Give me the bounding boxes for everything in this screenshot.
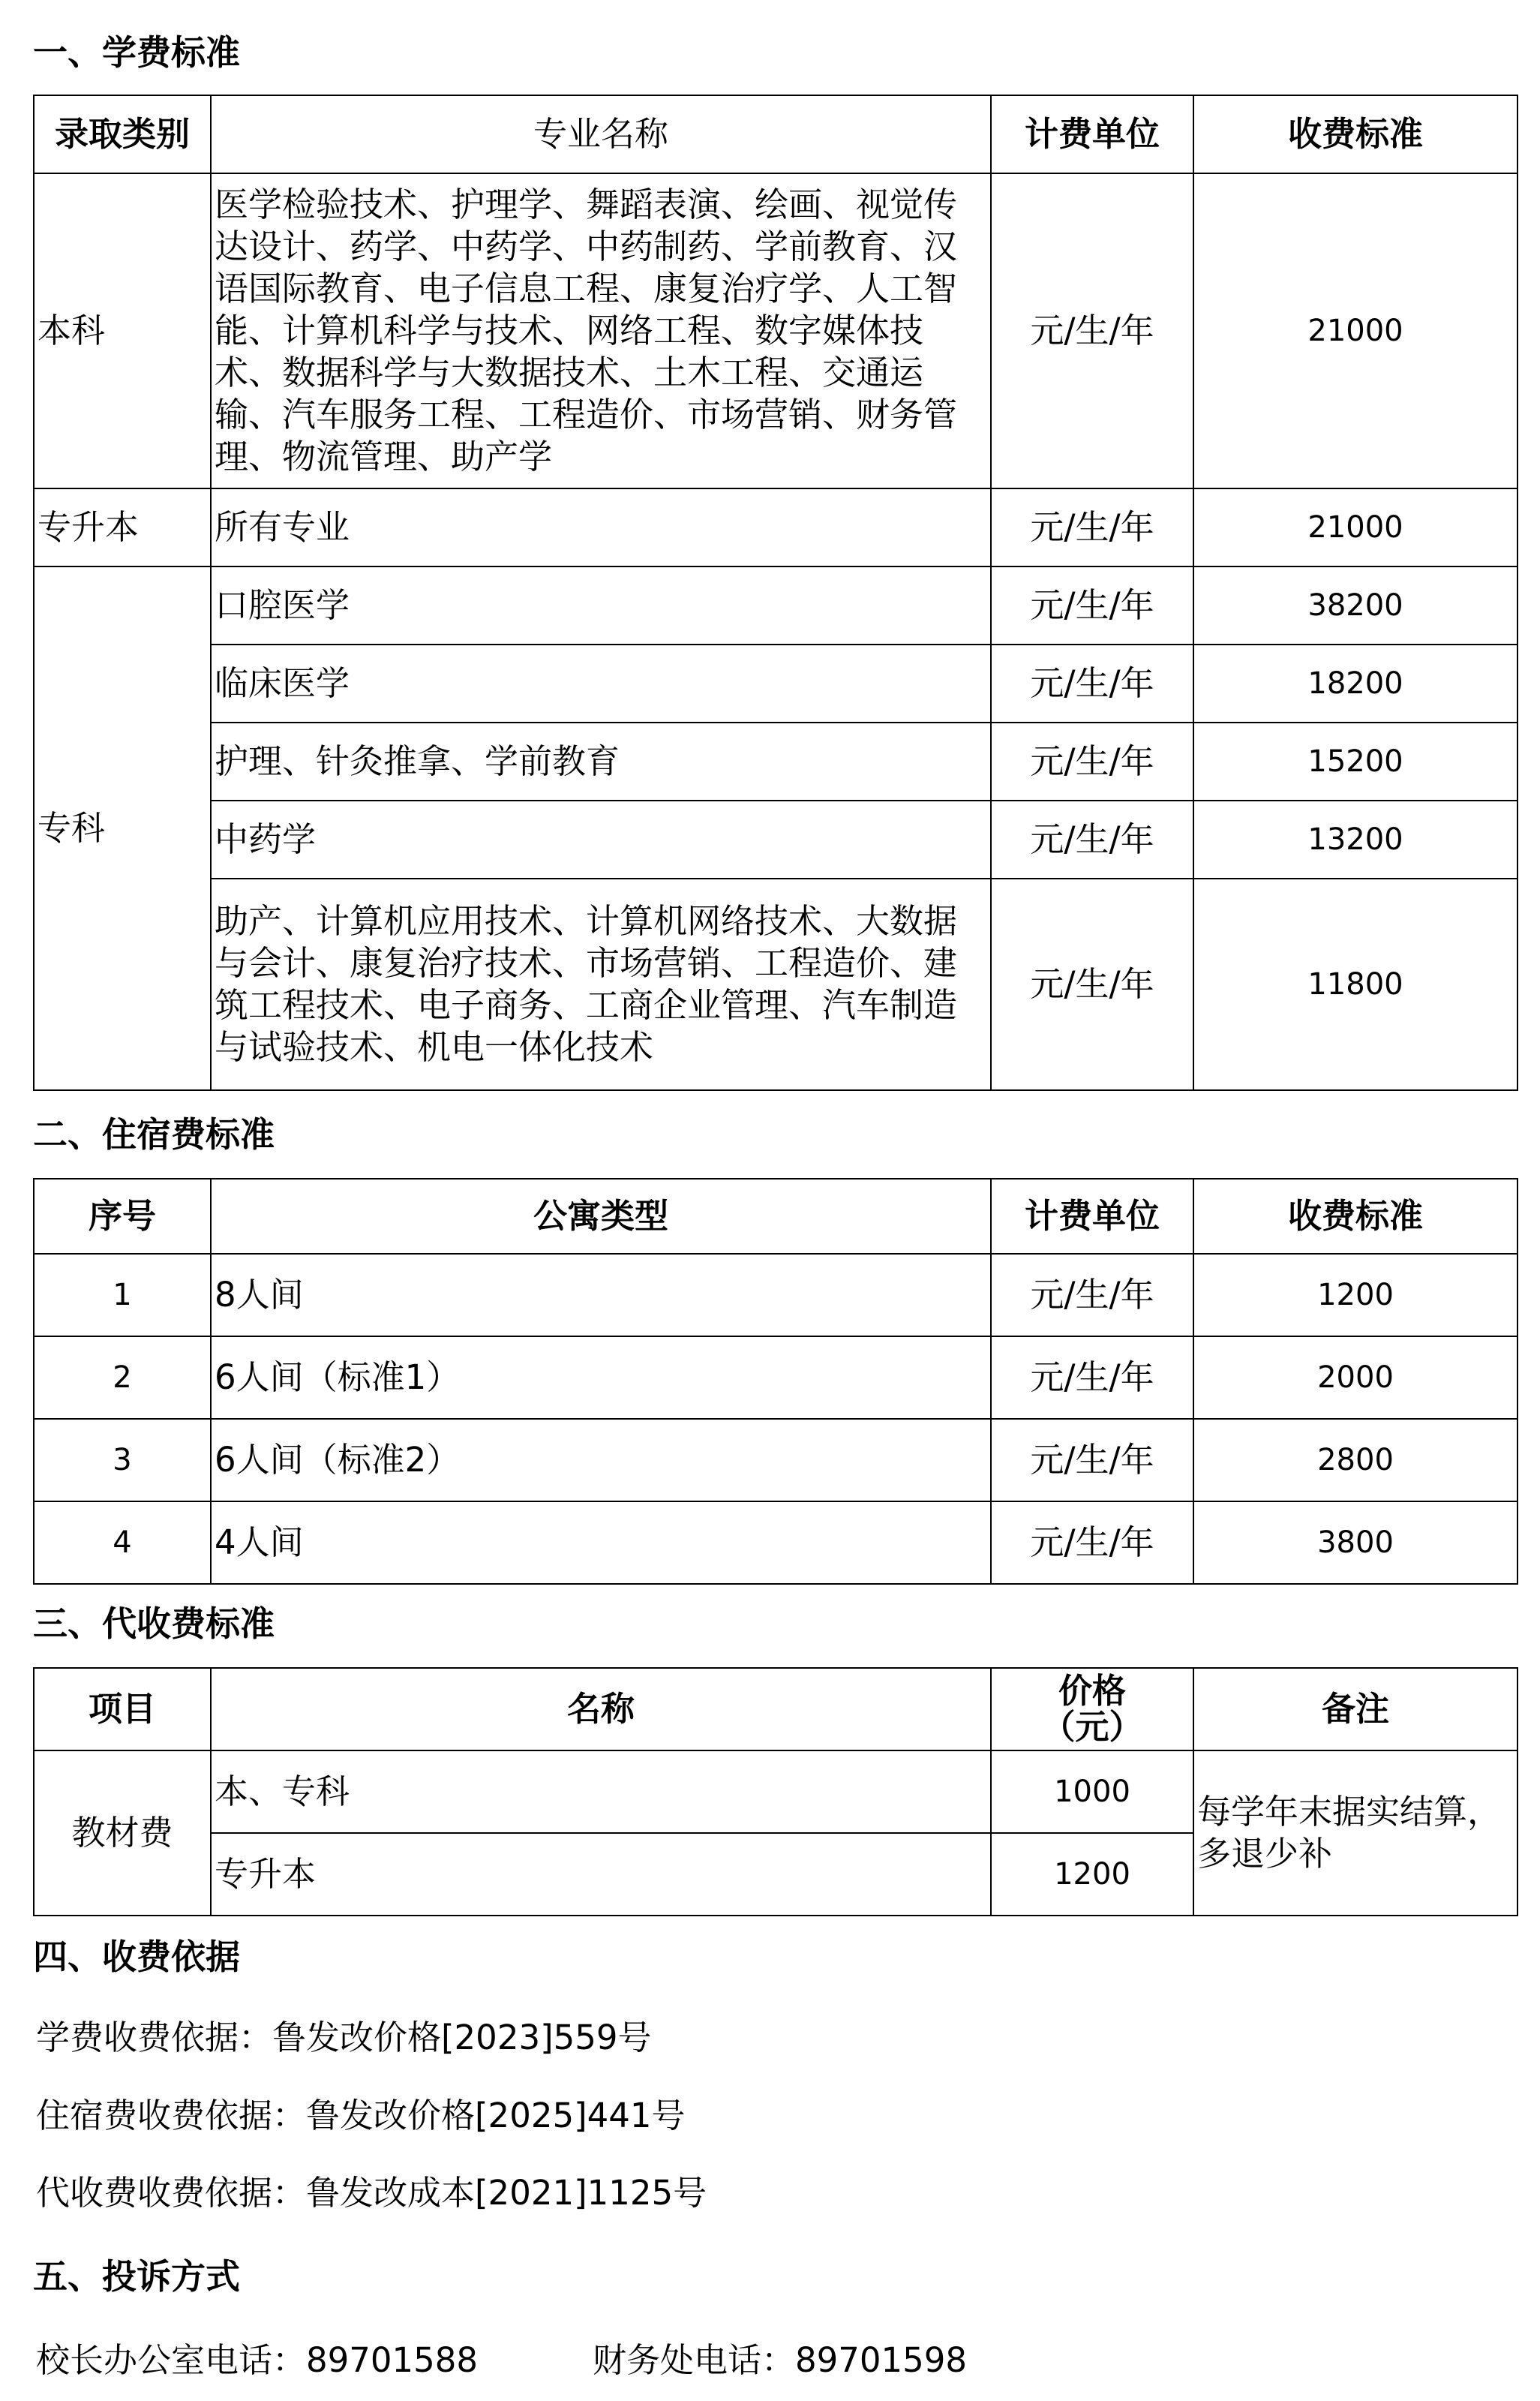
fee-cell: 3800 [1193, 1501, 1517, 1584]
table-row [34, 645, 1517, 723]
fee-cell: 1200 [1193, 1254, 1517, 1336]
section2-title: 二、住宿费标准 [33, 1114, 275, 1155]
no-cell: 3 [34, 1419, 211, 1501]
fee-cell: 2800 [1193, 1419, 1517, 1501]
header-remark: 备注 [1193, 1668, 1517, 1750]
table-row [34, 801, 1517, 879]
category-cell: 专科 [34, 566, 211, 1090]
section5-title: 五、投诉方式 [33, 2256, 240, 2297]
item-cell: 教材费 [34, 1750, 211, 1916]
unit-cell: 元/生/年 [991, 801, 1193, 879]
remark-cell: 每学年末据实结算，多退少补 [1193, 1750, 1517, 1916]
fee-cell: 38200 [1193, 566, 1517, 645]
no-cell: 1 [34, 1254, 211, 1336]
section3-title: 三、代收费标准 [33, 1603, 275, 1644]
unit-cell: 元/生/年 [991, 1419, 1193, 1501]
table-row [34, 1750, 1517, 1833]
header-item: 项目 [34, 1668, 211, 1750]
unit-cell: 元/生/年 [991, 723, 1193, 801]
major-cell: 所有专业 [211, 488, 991, 566]
header-price: 价格（元） [991, 1668, 1193, 1750]
tuition-basis: 学费收费依据：鲁发改价格[2023]559号 [36, 2018, 652, 2057]
major-cell: 医学检验技术、护理学、舞蹈表演、绘画、视觉传达设计、药学、中药学、中药制药、学前教育、汉语国际教育、电子信息工程、康复治疗学、人工智能、计算机科学与技术、网络工程、数字媒体技术、数据科学与大数据技术、土木工程、交通运输、汽车服务工程、工程造价、市场营销、财务管理、物流管理、助产学 [211, 173, 991, 488]
major-cell: 临床医学 [211, 645, 991, 723]
dormitory-table [33, 1178, 1518, 1585]
type-cell: 4人间 [211, 1501, 991, 1584]
table-row [34, 488, 1517, 566]
category-cell: 本科 [34, 173, 211, 488]
table-row [34, 1336, 1517, 1419]
unit-cell: 元/生/年 [991, 1336, 1193, 1419]
fee-cell: 2000 [1193, 1336, 1517, 1419]
price-cell: 1200 [991, 1833, 1193, 1916]
table-row [34, 723, 1517, 801]
header-name: 名称 [211, 1668, 991, 1750]
unit-cell: 元/生/年 [991, 566, 1193, 645]
fee-cell: 18200 [1193, 645, 1517, 723]
price-cell: 1000 [991, 1750, 1193, 1833]
section4-title: 四、收费依据 [33, 1937, 240, 1977]
type-cell: 6人间（标准2） [211, 1419, 991, 1501]
name-cell: 本、专科 [211, 1750, 991, 1833]
unit-cell: 元/生/年 [991, 1501, 1193, 1584]
table-row [34, 173, 1517, 488]
header-no: 序号 [34, 1179, 211, 1254]
unit-cell: 元/生/年 [991, 645, 1193, 723]
header-unit: 计费单位 [991, 95, 1193, 173]
major-cell: 中药学 [211, 801, 991, 879]
header-type: 公寓类型 [211, 1179, 991, 1254]
fee-cell: 13200 [1193, 801, 1517, 879]
dorm-header-row [34, 1179, 1517, 1254]
table-row [34, 1501, 1517, 1584]
agency-header-row [34, 1668, 1517, 1750]
tuition-header-row [34, 95, 1517, 173]
fee-cell: 11800 [1193, 879, 1517, 1090]
unit-cell: 元/生/年 [991, 173, 1193, 488]
principal-office-phone: 校长办公室电话：89701588 [36, 2340, 479, 2380]
tuition-table [33, 95, 1518, 1091]
fee-cell: 21000 [1193, 173, 1517, 488]
dormitory-basis: 住宿费收费依据：鲁发改价格[2025]441号 [36, 2096, 686, 2135]
fee-cell: 15200 [1193, 723, 1517, 801]
major-cell: 口腔医学 [211, 566, 991, 645]
header-category: 录取类别 [34, 95, 211, 173]
no-cell: 4 [34, 1501, 211, 1584]
no-cell: 2 [34, 1336, 211, 1419]
major-cell: 助产、计算机应用技术、计算机网络技术、大数据与会计、康复治疗技术、市场营销、工程造价、建筑工程技术、电子商务、工商企业管理、汽车制造与试验技术、机电一体化技术 [211, 879, 991, 1090]
finance-office-phone: 财务处电话：89701598 [593, 2340, 968, 2380]
type-cell: 8人间 [211, 1254, 991, 1336]
header-unit: 计费单位 [991, 1179, 1193, 1254]
name-cell: 专升本 [211, 1833, 991, 1916]
agency-basis: 代收费收费依据：鲁发改成本[2021]1125号 [36, 2173, 707, 2213]
major-cell: 护理、针灸推拿、学前教育 [211, 723, 991, 801]
unit-cell: 元/生/年 [991, 879, 1193, 1090]
category-cell: 专升本 [34, 488, 211, 566]
header-major: 专业名称 [211, 95, 991, 173]
header-fee: 收费标准 [1193, 95, 1517, 173]
table-row [34, 1419, 1517, 1501]
table-row [34, 1254, 1517, 1336]
table-row [34, 566, 1517, 645]
unit-cell: 元/生/年 [991, 1254, 1193, 1336]
unit-cell: 元/生/年 [991, 488, 1193, 566]
section1-title: 一、学费标准 [33, 32, 240, 73]
header-fee: 收费标准 [1193, 1179, 1517, 1254]
fee-cell: 21000 [1193, 488, 1517, 566]
agency-fee-table [33, 1667, 1518, 1916]
table-row [34, 879, 1517, 1090]
type-cell: 6人间（标准1） [211, 1336, 991, 1419]
